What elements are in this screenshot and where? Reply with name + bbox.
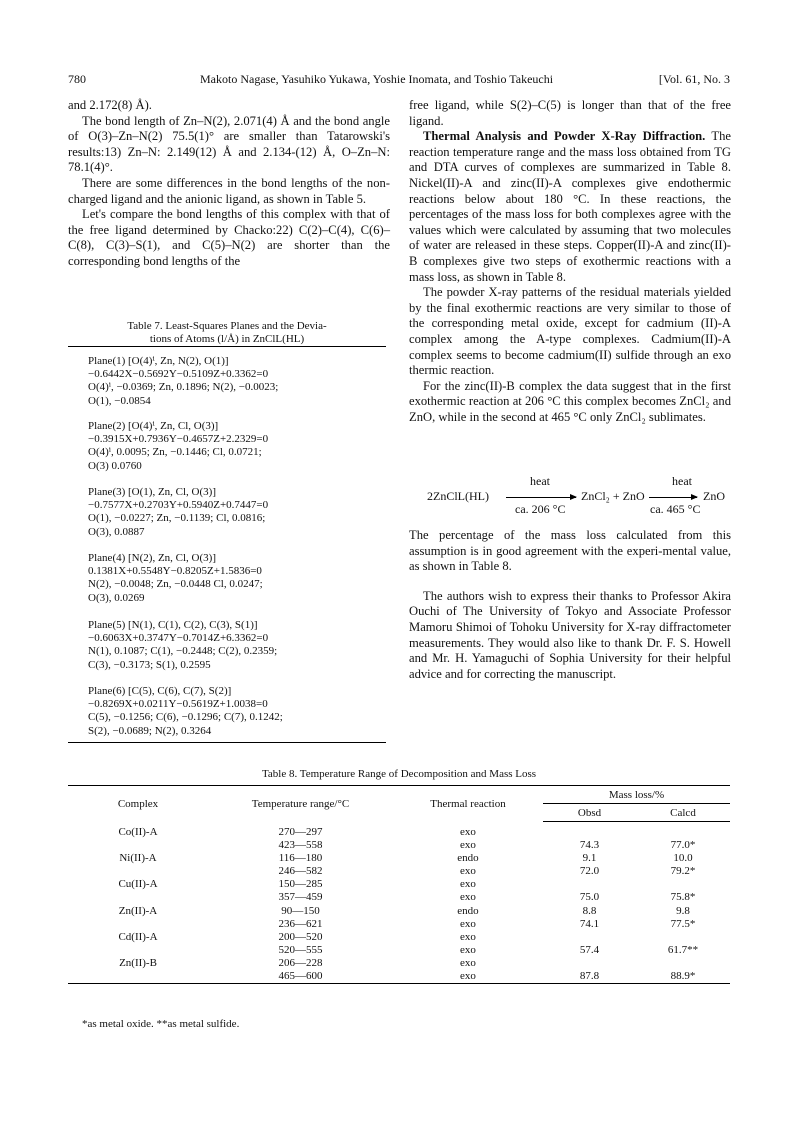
table-row: 357—459 exo 75.0 75.8* xyxy=(278,891,696,904)
column-header: Calcd xyxy=(636,804,730,822)
intermediate: ZnCl₂ + ZnO xyxy=(581,489,645,503)
product: ZnO xyxy=(703,489,725,503)
condition-label: ca. 206 °C xyxy=(515,502,566,516)
table7-caption: Table 7. Least-Squares Planes and the Devia- tions of Atoms (l/Å) in ZnClL(HL) xyxy=(127,320,327,345)
table-row: 423—558 exo 74.3 77.0* xyxy=(278,839,696,852)
table-row: 246—582 exo 72.0 79.2* xyxy=(278,865,696,878)
table-row: Ni(II)-A 116—180 endo 9.1 10.0 xyxy=(119,852,693,865)
column-header: Complex xyxy=(68,786,208,822)
table-row: Co(II)-A 270—297 exo xyxy=(118,826,476,838)
paragraph: The percentage of the mass loss calculated from this assumption is in good agreement with the experi-mental value, as shown in Table 8. xyxy=(409,528,731,574)
plane-entry: Plane(6) [C(5), C(6), C(7), S(2)] −0.8269X+0.0211Y−0.5619Z+1.0038=0 C(5), −0.1256; C(6), −0.1296; C(7), 0.1242; S(2), −0.0689; N(2), 0.3264 xyxy=(88,685,283,737)
column-header: Mass loss/% xyxy=(543,786,730,804)
left-column xyxy=(68,98,390,270)
table-row: 465—600 exo 87.8 88.9* xyxy=(68,970,730,984)
acknowledgment: The authors wish to express their thanks to Professor Akira Ouchi of The University of Tokyo and Associate Professor Mamoru Shimoi of Tohoku University for X-ray diffractometer measurements. They would also like to thank Dr. F. S. Howell and Mr. H. Yamaguchi of Sophia University for their helpful advice and for correcting the manuscript. xyxy=(409,588,731,681)
column-header: Temperature range/°C xyxy=(208,786,393,822)
section-heading: Thermal Analysis and Powder X-Ray Diffraction. xyxy=(423,129,706,144)
running-authors: Makoto Nagase, Yasuhiko Yukawa, Yoshie Inomata, and Toshio Takeuchi xyxy=(200,72,554,86)
paragraph: For the zinc(II)-B complex the data suggest that in the first exothermic reaction at 206 °C this complex becomes ZnCl₂ and ZnO, while in the second at 465 °C only ZnCl₂ sublimates. xyxy=(409,378,731,424)
table8-caption: Table 8. Temperature Range of Decomposition and Mass Loss xyxy=(261,768,537,780)
reaction-arrow xyxy=(506,497,576,498)
paragraph: The powder X-ray patterns of the residual materials yielded by the final exothermic reactions are very similar to those of the corresponding metal oxide, except for cadmium (II)-A complex among the A-type complexes. Cadmium(II)-A complex seems to become cadmium(II) sulfide through an exo thermic reaction. xyxy=(409,285,731,378)
table7 xyxy=(68,346,386,743)
right-column-bottom xyxy=(409,528,731,682)
paragraph: There are some differences in the bond lengths of the non-charged ligand and the anionic ligand, as shown in Table 5. xyxy=(68,175,390,206)
paragraph: The bond length of Zn–N(2), 2.071(4) Å and the bond angle of O(3)–Zn–N(2) 75.5(1)° are smaller than Tatarowski's results:13) Zn–N: 2.149(12) Å and 2.134-(12) Å, O–Zn–N: 78.1(4)°. xyxy=(68,113,390,175)
table8 xyxy=(68,785,730,984)
plane-entry: Plane(3) [O(1), Zn, Cl, O(3)] −0.7577X+0.2703Y+0.5940Z+0.7447=0 O(1), −0.0227; Zn, −0.1139; Cl, 0.0816; O(3), 0.0887 xyxy=(88,486,269,538)
reaction-arrow xyxy=(649,497,697,498)
table8-footnote: *as metal oxide. **as metal sulfide. xyxy=(82,1018,240,1030)
column-header: Thermal reaction xyxy=(393,786,543,822)
table-row: 520—555 exo 57.4 61.7** xyxy=(278,943,699,956)
table-row: Cd(II)-A 200—520 exo xyxy=(118,930,476,943)
column-header: Obsd xyxy=(543,804,636,822)
reaction-equation xyxy=(427,474,732,518)
plane-entry: Plane(5) [N(1), C(1), C(2), C(3), S(1)] −0.6063X+0.3747Y−0.7014Z+6.3362=0 N(1), 0.1087; C(1), −0.2448; C(2), 0.2359; C(3), −0.3173; S(1), 0.2595 xyxy=(88,619,278,671)
paragraph: and 2.172(8) Å). xyxy=(68,98,152,112)
plane-entry: Plane(2) [O(4)ⁱ, Zn, Cl, O(3)] −0.3915X+0.7936Y−0.4657Z+2.2329=0 O(4)ⁱ, 0.0095; Zn, −0.1446; Cl, 0.0721; O(3) 0.0760 xyxy=(88,420,269,472)
paragraph: Let's compare the bond lengths of this complex with that of the free ligand determined by Chacko:22) C(2)–C(4), C(6)–C(8), C(3)–S(1), and C(5)–N(2) are shorter than the corresponding bond lengths of the xyxy=(68,207,390,268)
reactant: 2ZnClL(HL) xyxy=(427,489,489,503)
heat-label: heat xyxy=(672,474,692,488)
table-row: 236—621 exo 74.1 77.5* xyxy=(278,917,696,930)
heat-label: heat xyxy=(530,474,550,488)
paragraph: Thermal Analysis and Powder X-Ray Diffraction. The reaction temperature range and the mass loss obtained from TG and DTA curves of complexes are summarized in Table 8. Nickel(II)-A and zinc(II)-A complexes give endothermic reactions below about 180 °C. In these reactions, the percentages of the mass loss for both complexes agree with the values which were calculated by assuming that two molecules of water are released in these steps. Copper(II)-A and zinc(II)-B complexes give two steps of exothermic reactions with a mass loss, as shown in Table 8. xyxy=(409,129,732,284)
page-number: 780 xyxy=(68,72,86,86)
condition-label: ca. 465 °C xyxy=(650,502,701,516)
right-column-top xyxy=(409,98,731,425)
plane-entry: Plane(1) [O(4)ⁱ, Zn, N(2), O(1)] −0.6442X−0.5692Y−0.5109Z+0.3362=0 O(4)ⁱ, −0.0369; Zn, 0.1896; N(2), −0.0023; O(1), −0.0854 xyxy=(88,355,279,407)
paragraph: free ligand, while S(2)–C(5) is longer than that of the free ligand. xyxy=(409,98,731,128)
table-row: Zn(II)-A 90—150 endo 8.8 9.8 xyxy=(118,904,690,917)
table-row: Zn(II)-B 206—228 exo xyxy=(119,956,476,969)
plane-entry: Plane(4) [N(2), Zn, Cl, O(3)] 0.1381X+0.5548Y−0.8205Z+1.5836=0 N(2), −0.0048; Zn, −0.0448 Cl, 0.0247; O(3), 0.0269 xyxy=(88,552,263,604)
page-header xyxy=(68,72,730,88)
volume-label: [Vol. 61, No. 3 xyxy=(658,72,730,86)
table-row: Cu(II)-A 150—285 exo xyxy=(118,878,476,891)
